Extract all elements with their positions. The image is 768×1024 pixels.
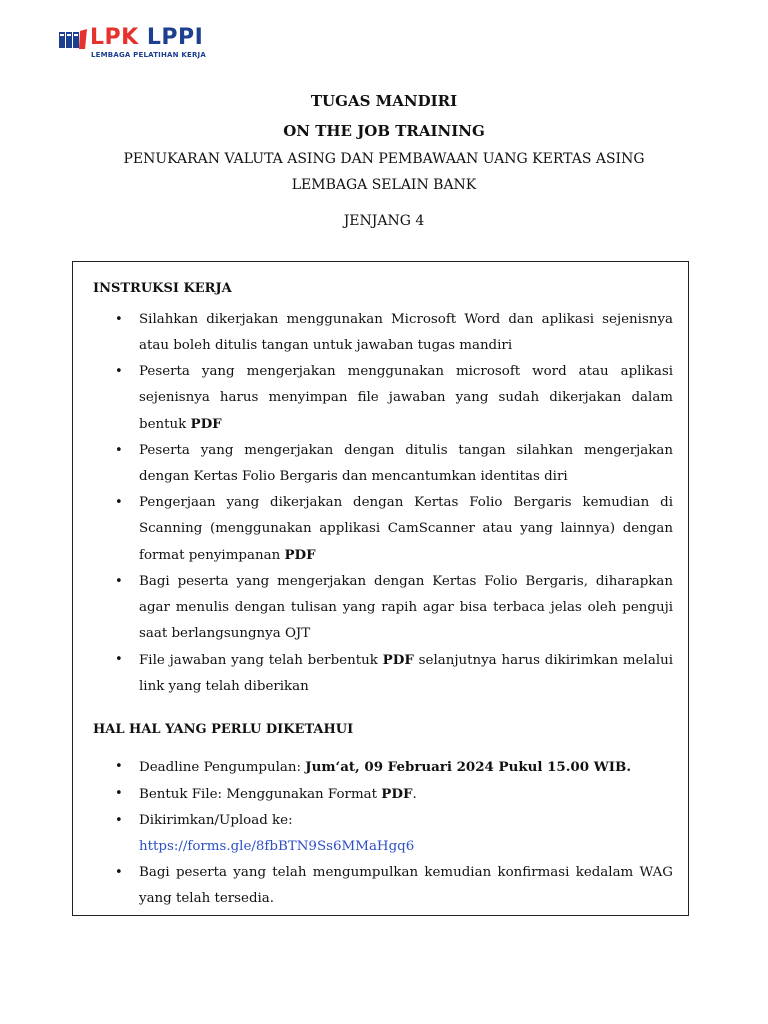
format-item [139,781,673,808]
list-item [139,438,673,490]
document-level: JENJANG 4 [343,213,425,229]
logo-brand-blue: LPPI [146,25,204,50]
deadline-label: Deadline Pengumpulan: [139,760,306,775]
confirm-item [139,860,673,912]
list-item-text: Silahkan dikerjakan menggunakan Microsoft Word dan aplikasi sejenisnya atau boleh ditulis tangan untuk jawaban tugas mandiri [139,312,673,353]
deadline-item [139,754,673,781]
list-item [139,647,673,700]
info-list [93,754,673,912]
list-item-text: File jawaban yang telah berbentuk [139,653,383,668]
upload-item [139,808,673,860]
upload-label: Dikirimkan/Upload ke: [139,813,293,828]
document-title-2: ON THE JOB TRAINING [283,122,485,140]
document-subtitle-1: PENUKARAN VALUTA ASING DAN PEMBAWAAN UANG KERTAS ASING [123,151,645,167]
list-item-bold: PDF [284,547,316,563]
list-item-text: Peserta yang mengerjakan dengan ditulis tangan silahkan mengerjakan dengan Kertas Folio Bergaris dan mencantumkan identitas diri [139,443,673,484]
format-label: Bentuk File: Menggunakan Format [139,787,382,802]
list-item-text: Pengerjaan yang dikerjakan dengan Kertas Folio Bergaris kemudian di Scanning (menggunakan applikasi CamScanner atau yang lainnya) dengan format penyimpanan [139,495,673,563]
list-item [139,307,673,359]
list-item-text: selanjutnya harus dikirimkan melalui link yang telah diberikan [139,653,674,694]
document-header [0,86,768,234]
instructions-heading: INSTRUKSI KERJA [93,281,232,296]
list-item [139,569,673,647]
instruction-box [72,261,689,916]
logo-brand-red: LPK [90,25,139,50]
list-item [139,359,673,438]
instructions-list [93,307,673,700]
list-item [139,490,673,569]
document-subtitle-2: LEMBAGA SELAIN BANK [291,177,477,193]
logo [58,25,208,63]
list-item-text: Bagi peserta yang mengerjakan dengan Kertas Folio Bergaris, diharapkan agar menulis dengan tulisan yang rapih agar bisa terbaca jelas oleh penguji saat berlangsungnya OJT [139,574,673,641]
deadline-value: Jum‘at, 09 Februari 2024 Pukul 15.00 WIB. [305,759,631,775]
document-title: TUGAS MANDIRI [310,92,458,110]
list-item-bold: PDF [190,416,222,432]
format-value: PDF [381,786,413,802]
list-item-text: Peserta yang mengerjakan menggunakan microsoft word atau aplikasi sejenisnya harus menyimpan file jawaban yang sudah dikerjakan dalam bentuk [139,364,673,432]
list-item-bold: PDF [382,652,414,668]
info-heading: HAL HAL YANG PERLU DIKETAHUI [93,722,354,737]
upload-link[interactable]: https://forms.gle/8fbBTN9Ss6MMaHgq6 [139,839,415,854]
logo-book-icon [58,29,88,51]
format-end: . [412,787,417,802]
logo-subtitle: LEMBAGA PELATIHAN KERJA [91,51,206,59]
logo-brand [90,25,203,51]
confirm-text: Bagi peserta yang telah mengumpulkan kemudian konfirmasi kedalam WAG yang telah tersedia. [139,865,673,906]
